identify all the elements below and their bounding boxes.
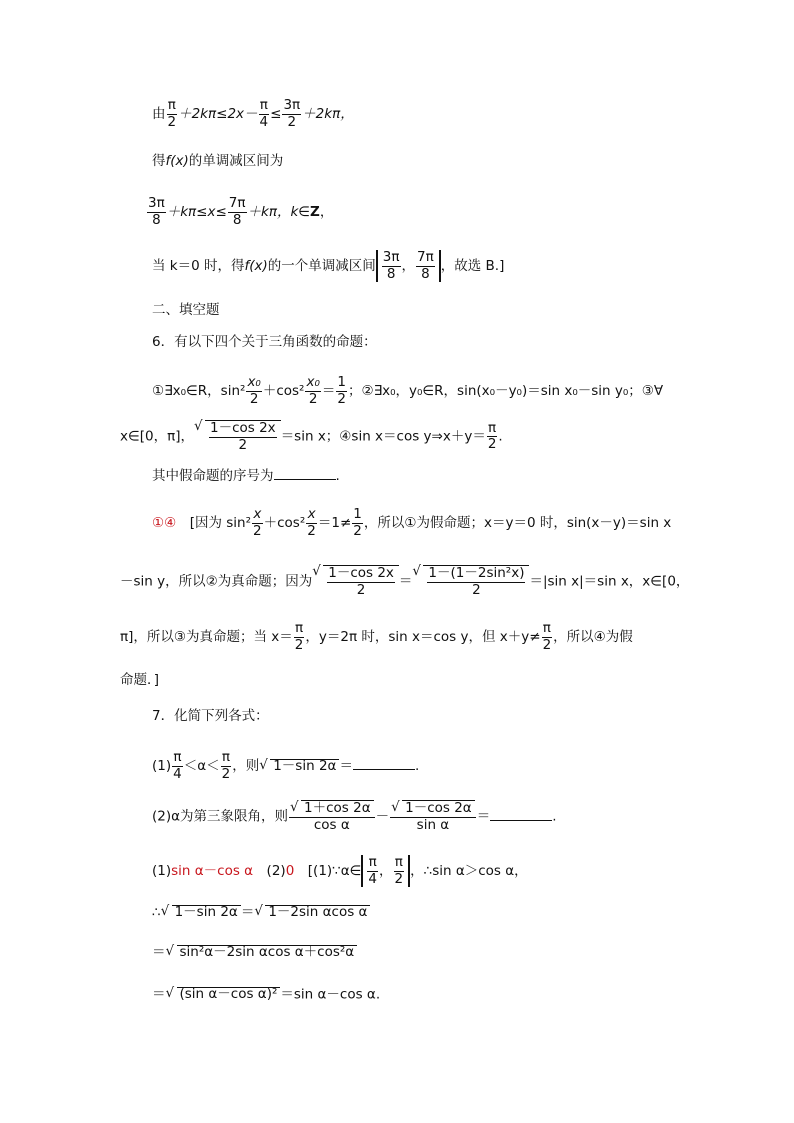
- question-6-line-1: ①∃x₀∈R，sin² $\frac{\text{x₀}}{2}$ ＋cos² $\frac{\text{x₀}}{2}$ ＝ $\frac{1}{2}$ ；②∃x₀，y₀∈R，sin(x₀－y₀)＝sin x₀－sin y₀；③∀: [152, 374, 664, 407]
- answer-6-key: ①④: [152, 515, 177, 532]
- answer-7-line-3: ＝ √ sin²α－2sin αcos α＋cos²α: [152, 945, 357, 960]
- decreasing-interval-formula: $\frac{3\pi}{8}$ ＋kπ≤x≤ $\frac{7\pi}{8}$ ＋kπ，k∈Z，: [148, 195, 334, 228]
- answer-7-line-4: ＝ √ (sin α－cos α)² ＝sin α－cos α.: [152, 985, 381, 1003]
- derivation-line-4: 当 k＝0 时，得f(x)的一个单调减区间 $\frac{3\pi}{8}$ ， $\frac{7\pi}{8}$ ，故选 B.]: [152, 249, 505, 282]
- fraction-pi-over-4: $\frac{\pi}{4}$: [259, 97, 269, 130]
- sqrt-radical: √ $\frac{1-\cos 2x}{2}$: [194, 420, 281, 453]
- question-7-part-1: (1) $\frac{\pi}{4}$ ＜α＜ $\frac{\pi}{2}$ ，则 √ 1－sin 2α ＝ .: [152, 749, 420, 782]
- derivation-line-2: 得f(x)的单调减区间为: [152, 153, 284, 169]
- answer-6-line-4: 命题．]: [120, 672, 160, 688]
- answer-6-line-2: －sin y，所以②为真命题；因为 √ $\frac{1-\cos 2x}{2}$ ＝ √ $\frac{\text{1－(1－2sin²x)}}{2}$ ＝|sin x|＝sin x，x∈[0，: [120, 563, 690, 598]
- question-7-title: 7．化简下列各式：: [152, 708, 269, 724]
- answer-7-key-1: sin α－cos α: [171, 863, 254, 880]
- answer-6-line-1: ①④ [因为 sin² $\frac{x}{2}$ ＋cos² $\frac{x}{2}$ ＝1≠ $\frac{1}{2}$ ，所以①为假命题；x＝y＝0 时，sin(x－y)＝sin x: [152, 506, 672, 539]
- interval-bracket: $\frac{3\pi}{8}$ ， $\frac{7\pi}{8}$: [376, 250, 441, 282]
- answer-7-line-2: ∴ √ 1－sin 2α ＝ √ 1－2sin αcos α: [152, 905, 370, 920]
- fraction-3pi-over-2: $\frac{3\pi}{2}$: [283, 97, 301, 130]
- answer-blank-2[interactable]: [490, 820, 552, 821]
- answer-7-line-1: (1)sin α－cos α (2)0 [(1)∵α∈ $\frac{\pi}{4}$ ， $\frac{\pi}{2}$ ，∴sin α＞cos α，: [152, 854, 528, 887]
- question-6-ask: 其中假命题的序号为 .: [152, 468, 340, 484]
- answer-6-line-3: π]，所以③为真命题；当 x＝ $\frac{\pi}{2}$ ，y＝2π 时，sin x＝cos y，但 x＋y≠ $\frac{\pi}{2}$ ，所以④为假: [120, 620, 633, 653]
- answer-7-key-2: 0: [285, 863, 295, 880]
- section-heading: 二、填空题: [152, 302, 220, 318]
- question-6-title: 6．有以下四个关于三角函数的命题：: [152, 334, 377, 350]
- answer-blank-1[interactable]: [353, 769, 415, 770]
- fraction-pi-over-2: $\frac{\pi}{2}$: [167, 97, 177, 130]
- derivation-line-1: 由 $\frac{\pi}{2}$ ＋2kπ≤2x－ $\frac{\pi}{4}$ ≤ $\frac{3\pi}{2}$ ＋2kπ，: [152, 97, 354, 130]
- question-6-line-2: x∈[0，π]， √ $\frac{1-\cos 2x}{2}$ ＝sin x；④sin x＝cos y⇒x＋y＝ $\frac{\pi}{2}$ .: [120, 418, 503, 453]
- answer-blank[interactable]: [274, 479, 336, 480]
- question-7-part-2: (2)α为第三象限角，则 √ 1＋cos 2α cos α － √ 1－cos 2α sin α ＝ .: [152, 799, 557, 833]
